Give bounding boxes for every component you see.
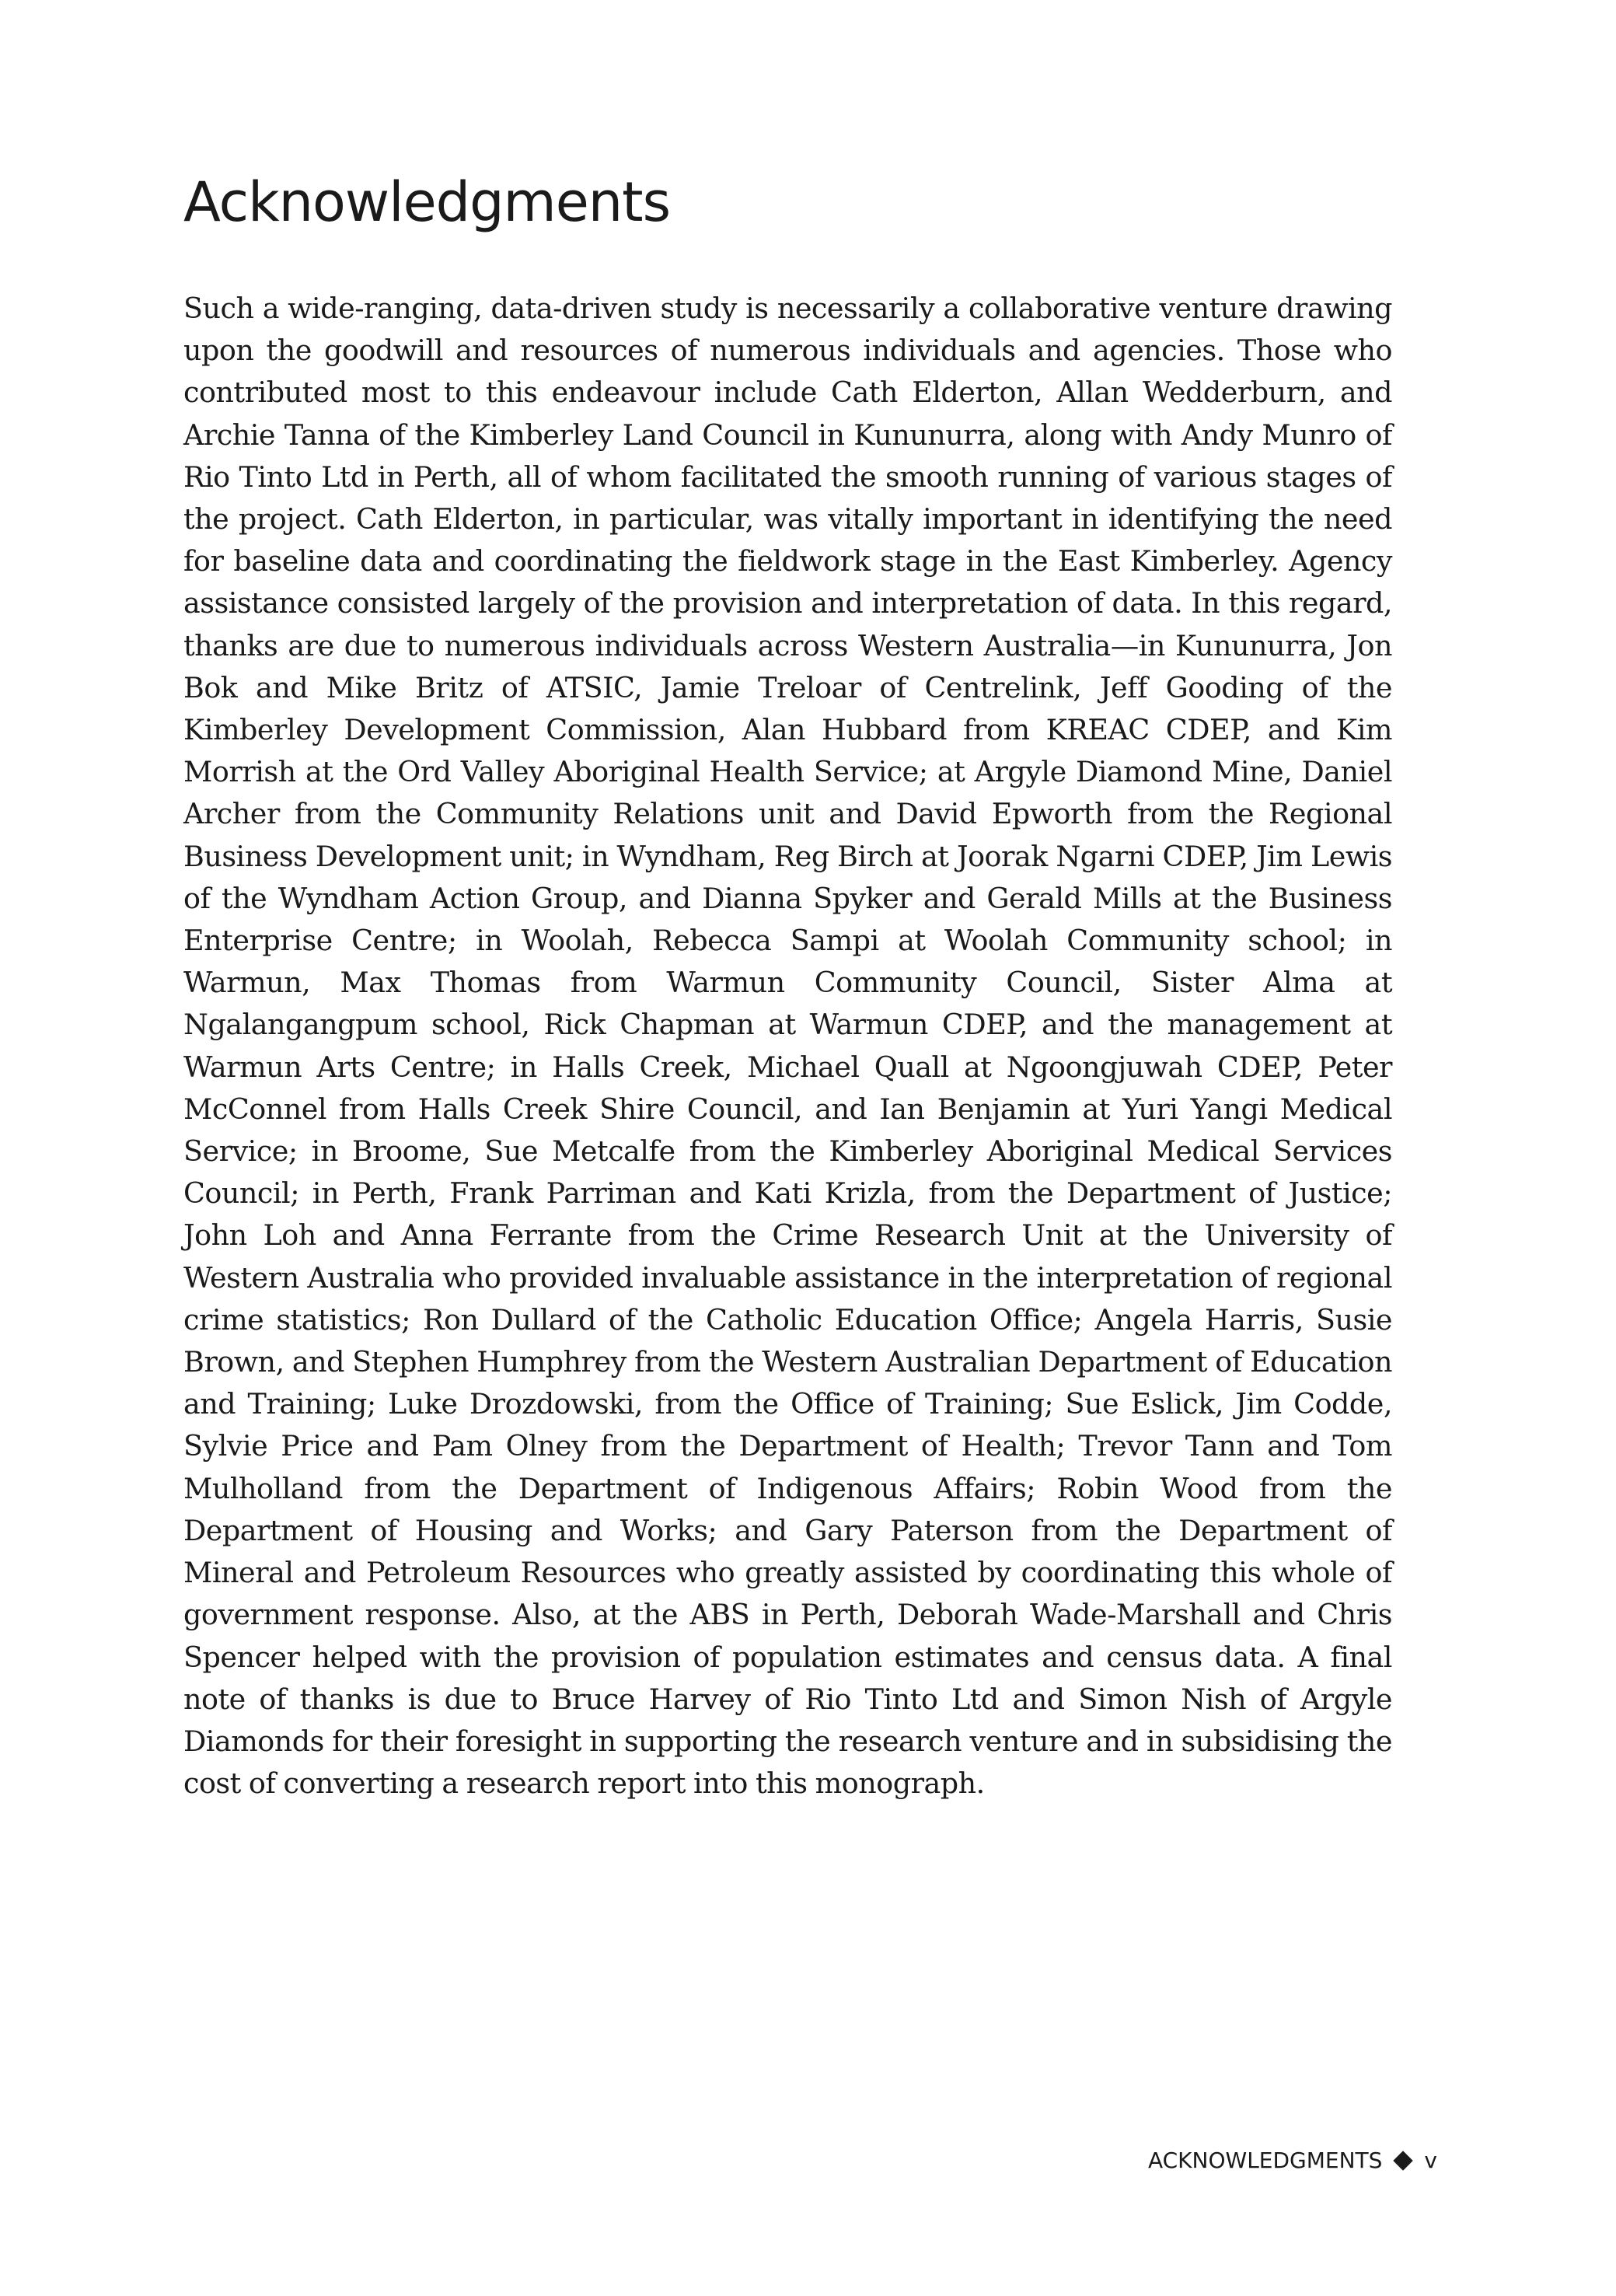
page-title: Acknowledgments <box>183 170 671 234</box>
acknowledgments-paragraph: Such a wide-ranging, data-driven study is necessarily a collaborative venture drawing upon the goodwill and resources of numerous individuals and agencies. Those who contributed most to this endeavour include Cath Elderton, Allan Wedderburn, and Archie Tanna of the Kimberley Land Council in Kununurra, along with Andy Munro of Rio Tinto Ltd in Perth, all of whom facilitated the smooth running of various stages of the project. Cath Elderton, in particular, was vitally important in identifying the need for baseline data and coordinating the fieldwork stage in the East Kimberley. Agency assistance consisted largely of the provision and interpretation of data. In this regard, thanks are due to numerous individuals across Western Australia—in Kununurra, Jon Bok and Mike Britz of ATSIC, Jamie Treloar of Centrelink, Jeff Gooding of the Kimberley Development Commission, Alan Hubbard from KREAC CDEP, and Kim Morrish at the Ord Valley Aboriginal Health Service; at Argyle Diamond Mine, Daniel Archer from the Community Relations unit and David Epworth from the Regional Business Development unit; in Wyndham, Reg Birch at Joorak Ngarni CDEP, Jim Lewis of the Wyndham Action Group, and Dianna Spyker and Gerald Mills at the Business Enterprise Centre; in Woolah, Rebecca Sampi at Woolah Community school; in Warmun, Max Thomas from Warmun Community Council, Sister Alma at Ngalangangpum school, Rick Chapman at Warmun CDEP, and the management at Warmun Arts Centre; in Halls Creek, Michael Quall at Ngoongjuwah CDEP, Peter McConnel from Halls Creek Shire Council, and Ian Benjamin at Yuri Yangi Medical Service; in Broome, Sue Metcalfe from the Kimberley Aboriginal Medical Services Council; in Perth, Frank Parriman and Kati Krizla, from the Department of Justice; John Loh and Anna Ferrante from the Crime Research Unit at the University of Western Australia who provided invaluable assistance in the interpretation of regional crime statistics; Ron Dullard of the Catholic Education Office; Angela Harris, Susie Brown, and Stephen Humphrey from the Western Australian Department of Education and Training; Luke Drozdowski, from the Office of Training; Sue Eslick, Jim Codde, Sylvie Price and Pam Olney from the Department of Health; Trevor Tann and Tom Mulholland from the Department of Indigenous Affairs; Robin Wood from the Department of Housing and Works; and Gary Paterson from the Department of Mineral and Petroleum Resources who greatly assisted by coordinating this whole of government response. Also, at the ABS in Perth, Deborah Wade-Marshall and Chris Spencer helped with the provision of population estimates and census data. A final note of thanks is due to Bruce Harvey of Rio Tinto Ltd and Simon Nish of Argyle Diamonds for their foresight in supporting the research venture and in subsidising the cost of converting a research report into this monograph. <box>183 292 1392 1801</box>
running-footer <box>1148 2147 1437 2173</box>
footer-section-label: ACKNOWLEDGMENTS <box>1147 2147 1383 2173</box>
page-number: v <box>1424 2147 1437 2173</box>
diamond-icon <box>1394 2151 1413 2170</box>
